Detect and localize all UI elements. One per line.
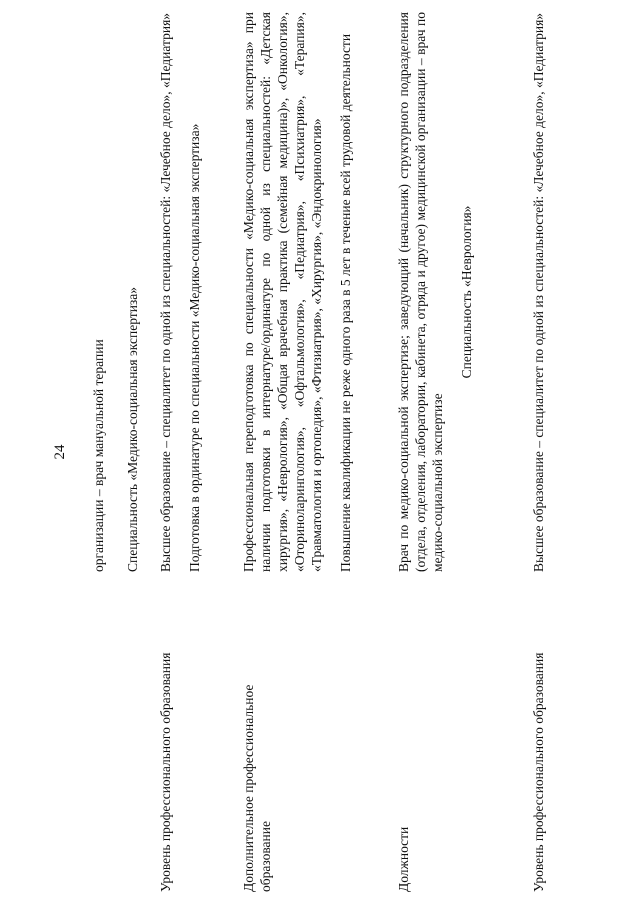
row-content <box>157 12 215 572</box>
row-paragraph: Высшее образование – специалитет по одной из специальностей: «Лечебное дело», «Педиатрия» <box>531 12 546 572</box>
page-number: 24 <box>52 444 68 460</box>
continued-line: организации – врач мануальной терапии <box>91 339 106 572</box>
row-label: Уровень профессионального образования <box>531 652 546 892</box>
specialty-heading-neurology: Специальность «Неврология» <box>459 205 474 379</box>
row-content <box>530 12 559 572</box>
row-paragraph: Высшее образование – специалитет по одной из специальностей: «Лечебное дело», «Педиатрия» <box>158 12 173 572</box>
row-content <box>395 12 487 572</box>
row-paragraph: Подготовка в ординатуре по специальности «Медико-социальная экспертиза» <box>187 123 202 572</box>
row-paragraph: Повышение квалификации не реже одного раза в 5 лет в течение всей трудовой деятельности <box>338 33 353 572</box>
row-label: Дополнительное профессиональное образование <box>241 684 273 892</box>
specialty-heading-mse: Специальность «Медико-социальная экспертиза» <box>125 286 140 572</box>
row-paragraph: Врач по медико-социальной экспертизе; заведующий (начальник) структурного подразделения (отдела, отделения, лаборатории, кабинета, отряда и другое) медицинской организации – врач по медико-социальной экспертизе <box>396 12 445 572</box>
row-paragraph: Профессиональная переподготовка по специальности «Медико-социальная экспертиза» при наличии подготовки в интернатуре/ординатуре по одной из специальностей: «Детская хирургия», «Неврология», «Общая врачебная практика (семейная медицина)», «Онкология», «Оториноларингология», «Офтальмология», «Педиатрия», «Психиатрия», «Терапия», «Травматология и ортопедия», «Фтизиатрия», «Хирургия», «Эндокринология» <box>241 12 324 572</box>
rotated-document-page <box>40 12 600 892</box>
row-content <box>240 12 366 572</box>
row-label: Уровень профессионального образования <box>158 652 173 892</box>
row-label: Должности <box>396 826 411 892</box>
